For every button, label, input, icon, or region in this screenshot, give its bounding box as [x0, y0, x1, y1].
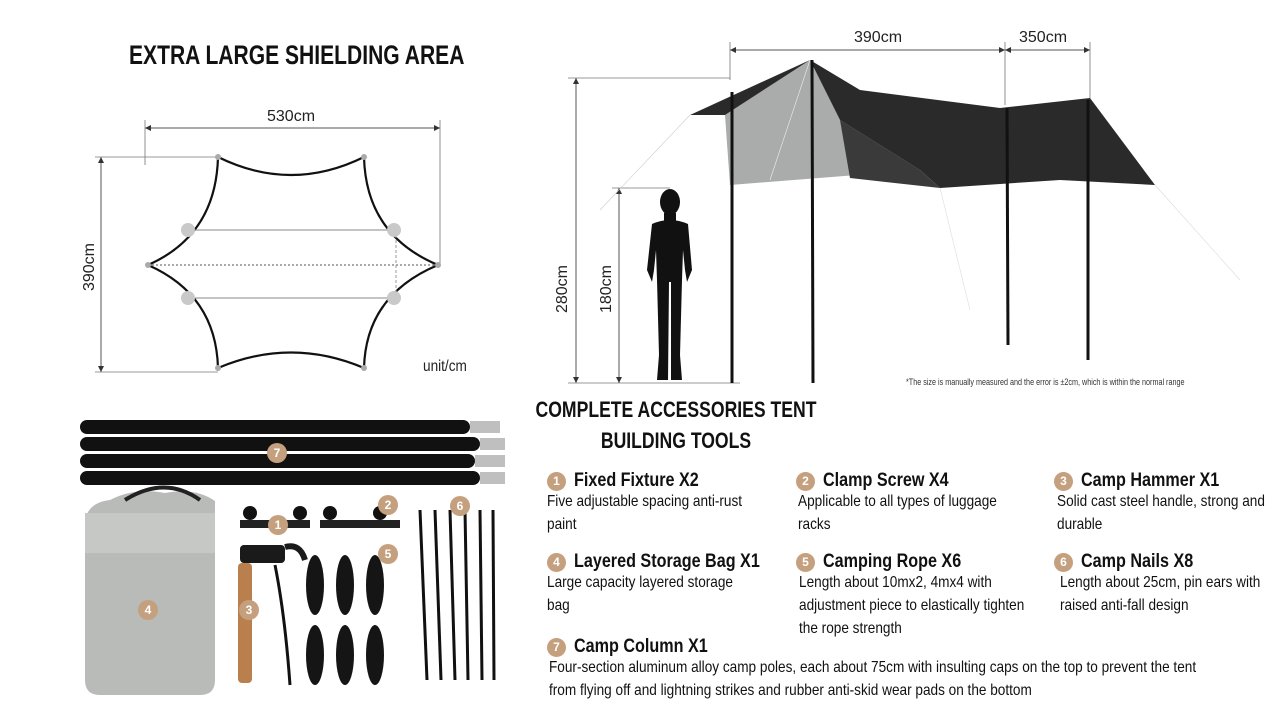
span2-label: 350cm: [1019, 29, 1068, 46]
shielding-title: EXTRA LARGE SHIELDING AREA: [129, 40, 465, 70]
item-1-header: [547, 470, 721, 492]
item-4-desc: Large capacity layered storage bag: [547, 574, 733, 614]
item-1-desc: Five adjustable spacing anti-rust paint: [547, 493, 743, 533]
item-4-name: Layered Storage Bag X1: [574, 551, 760, 572]
measurement-note: *The size is manually measured and the error is ±2cm, which is within the normal range: [906, 377, 1185, 387]
photo-badge-1: 1: [268, 515, 288, 535]
item-1-name: Fixed Fixture X2: [574, 470, 699, 491]
item-7-header: [547, 636, 731, 658]
item-7-badge: 7: [547, 638, 566, 657]
pole-height-label: 280cm: [554, 264, 571, 314]
item-6-desc: Length about 25cm, pin ears with raised anti-fall design: [1060, 574, 1261, 614]
item-3-desc: Solid cast steel handle, strong and durable: [1057, 493, 1265, 533]
item-1-badge: 1: [547, 472, 566, 491]
span1-label: 390cm: [854, 29, 903, 46]
shielding-height-label: 390cm: [81, 242, 98, 292]
unit-label: unit/cm: [423, 358, 467, 375]
photo-badge-5: 5: [378, 544, 398, 564]
item-4-badge: 4: [547, 553, 566, 572]
item-5-desc: Length about 10mx2, 4mx4 with adjustment piece to elastically tighten the rope strength: [799, 574, 1025, 637]
accessories-illustration: [75, 415, 515, 715]
item-5-header: [796, 551, 986, 573]
item-2-desc: Applicable to all types of luggage racks: [798, 493, 997, 533]
shielding-diagram: [70, 105, 480, 395]
photo-badge-7: 7: [267, 443, 287, 463]
setup-diagram: [540, 20, 1270, 390]
photo-badge-2: 2: [378, 495, 398, 515]
item-2-header: [796, 470, 971, 492]
person-silhouette: [647, 189, 692, 380]
camping-ropes: [306, 555, 384, 685]
shielding-width-label: 530cm: [267, 108, 316, 125]
camp-column-poles: [80, 420, 505, 485]
item-7-name: Camp Column X1: [574, 636, 708, 657]
item-6-header: [1054, 551, 1213, 573]
photo-badge-3: 3: [239, 600, 259, 620]
item-7-desc: Four-section aluminum alloy camp poles, each about 75cm with insulting caps on the top to prevent the tent from flying off and lightning strikes and rubber anti-skid wear pads on the bottom: [549, 659, 1197, 699]
item-6-badge: 6: [1054, 553, 1073, 572]
camp-nails: [420, 510, 494, 680]
item-3-header: [1054, 470, 1244, 492]
item-6-name: Camp Nails X8: [1081, 551, 1194, 572]
item-2-badge: 2: [796, 472, 815, 491]
photo-badge-4: 4: [138, 600, 158, 620]
item-4-header: [547, 551, 793, 573]
photo-badge-6: 6: [450, 496, 470, 516]
item-5-name: Camping Rope X6: [823, 551, 962, 572]
item-3-name: Camp Hammer X1: [1081, 470, 1220, 491]
item-5-badge: 5: [796, 553, 815, 572]
item-2-name: Clamp Screw X4: [823, 470, 949, 491]
item-3-badge: 3: [1054, 472, 1073, 491]
person-height-label: 180cm: [598, 264, 615, 314]
hammer-handle: [238, 563, 252, 683]
tarp-outline: [148, 157, 438, 368]
accessories-title-line2: BUILDING TOOLS: [600, 428, 752, 453]
accessories-title-line1: COMPLETE ACCESSORIES TENT: [535, 397, 817, 422]
